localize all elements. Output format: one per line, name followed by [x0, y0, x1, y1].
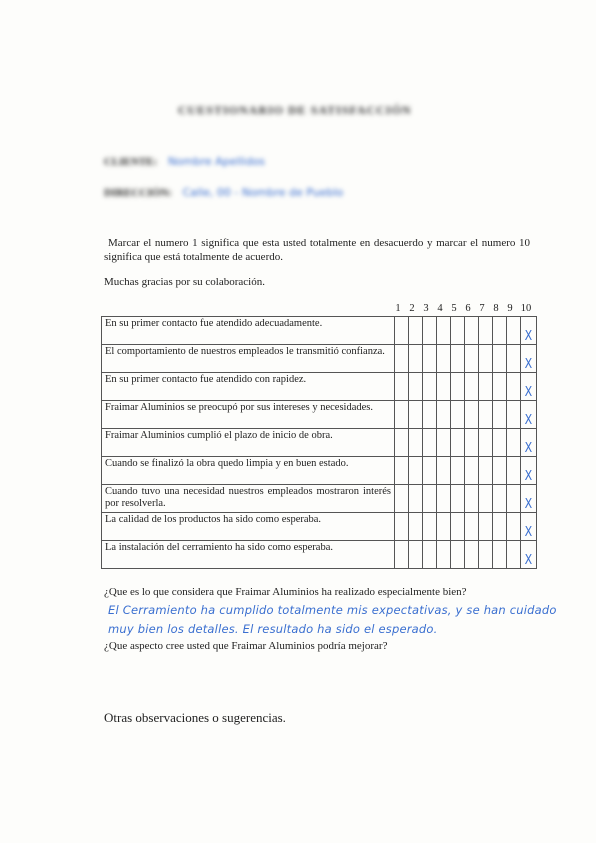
score-cell-2[interactable] [409, 429, 423, 457]
score-cell-2[interactable] [409, 457, 423, 485]
open-question-2: ¿Que aspecto cree usted que Fraimar Aluminios podría mejorar? [104, 640, 388, 652]
score-cell-1[interactable] [395, 429, 409, 457]
question-text: En su primer contacto fue atendido adecuadamente. [102, 317, 395, 345]
question-text: Fraimar Aluminios cumplió el plazo de inicio de obra. [102, 429, 395, 457]
address-label: DIRECCIÓN: [104, 187, 172, 199]
scale-8: 8 [493, 303, 499, 314]
score-cell-4[interactable] [437, 345, 451, 373]
document-title: CUESTIONARIO DE SATISFACCIÓN [178, 103, 412, 117]
question-text: La calidad de los productos ha sido como esperaba. [102, 513, 395, 541]
client-label: CLIENTE: [104, 156, 158, 168]
checkmark-x: X [524, 525, 533, 540]
score-cell-1[interactable] [395, 541, 409, 569]
score-cell-5[interactable] [451, 485, 465, 513]
score-cell-9[interactable] [507, 345, 521, 373]
score-cell-2[interactable] [409, 317, 423, 345]
scale-5: 5 [451, 303, 457, 314]
score-cell-5[interactable] [451, 513, 465, 541]
score-cell-8[interactable] [493, 345, 507, 373]
score-cell-3[interactable] [423, 345, 437, 373]
rating-table [101, 316, 537, 569]
table-row [102, 345, 537, 373]
score-cell-6[interactable] [465, 541, 479, 569]
score-cell-6[interactable] [465, 317, 479, 345]
table-row [102, 513, 537, 541]
table-row [102, 541, 537, 569]
score-cell-3[interactable] [423, 541, 437, 569]
score-cell-1[interactable] [395, 513, 409, 541]
score-cell-2[interactable] [409, 345, 423, 373]
score-cell-4[interactable] [437, 457, 451, 485]
score-cell-5[interactable] [451, 541, 465, 569]
thanks-text: Muchas gracias por su colaboración. [104, 276, 265, 288]
score-cell-9[interactable] [507, 541, 521, 569]
score-cell-5[interactable] [451, 317, 465, 345]
address-value: Calle, 00 - Nombre de Pueblo [182, 186, 344, 199]
score-cell-10[interactable] [521, 373, 537, 401]
score-cell-9[interactable] [507, 401, 521, 429]
open-question-1: ¿Que es lo que considera que Fraimar Aluminios ha realizado especialmente bien? [104, 586, 467, 598]
table-row [102, 457, 537, 485]
score-cell-7[interactable] [479, 429, 493, 457]
score-cell-1[interactable] [395, 373, 409, 401]
score-cell-3[interactable] [423, 457, 437, 485]
score-cell-10[interactable] [521, 541, 537, 569]
checkmark-x: X [524, 553, 533, 568]
address-field [104, 186, 343, 199]
score-cell-7[interactable] [479, 345, 493, 373]
score-cell-10[interactable] [521, 429, 537, 457]
score-cell-3[interactable] [423, 429, 437, 457]
score-cell-3[interactable] [423, 401, 437, 429]
score-cell-9[interactable] [507, 485, 521, 513]
score-cell-10[interactable] [521, 345, 537, 373]
score-cell-3[interactable] [423, 317, 437, 345]
question-text: Cuando tuvo una necesidad nuestros empleados mostraron interés por resolverla. [102, 485, 395, 513]
handwritten-answer-line-2: muy bien los detalles. El resultado ha sido el esperado. [108, 622, 438, 636]
score-cell-5[interactable] [451, 401, 465, 429]
question-text: La instalación del cerramiento ha sido como esperaba. [102, 541, 395, 569]
score-cell-10[interactable] [521, 457, 537, 485]
score-cell-2[interactable] [409, 541, 423, 569]
score-cell-3[interactable] [423, 513, 437, 541]
score-cell-1[interactable] [395, 345, 409, 373]
score-cell-9[interactable] [507, 429, 521, 457]
score-cell-2[interactable] [409, 513, 423, 541]
table-row [102, 401, 537, 429]
observations-heading: Otras observaciones o sugerencias. [104, 710, 286, 725]
checkmark-x: X [524, 385, 533, 400]
score-cell-4[interactable] [437, 541, 451, 569]
score-cell-6[interactable] [465, 513, 479, 541]
scale-7: 7 [479, 303, 485, 314]
score-cell-2[interactable] [409, 373, 423, 401]
question-text: El comportamiento de nuestros empleados le transmitió confianza. [102, 345, 395, 373]
score-cell-1[interactable] [395, 401, 409, 429]
score-cell-7[interactable] [479, 401, 493, 429]
question-text: En su primer contacto fue atendido con rapidez. [102, 373, 395, 401]
client-value: Nombre Apellidos [167, 155, 266, 168]
checkmark-x: X [524, 413, 533, 428]
score-cell-9[interactable] [507, 457, 521, 485]
score-cell-7[interactable] [479, 317, 493, 345]
score-cell-4[interactable] [437, 429, 451, 457]
scale-6: 6 [465, 303, 471, 314]
intro-text: Marcar el numero 1 significa que esta usted totalmente en desacuerdo y marcar el numero 10 significa que está totalmente de acuerdo. [104, 237, 530, 263]
score-cell-5[interactable] [451, 373, 465, 401]
score-cell-10[interactable] [521, 317, 537, 345]
score-cell-4[interactable] [437, 317, 451, 345]
score-cell-8[interactable] [493, 373, 507, 401]
score-cell-4[interactable] [437, 485, 451, 513]
score-cell-10[interactable] [521, 513, 537, 541]
score-cell-1[interactable] [395, 485, 409, 513]
score-cell-8[interactable] [493, 317, 507, 345]
score-cell-6[interactable] [465, 345, 479, 373]
score-cell-7[interactable] [479, 373, 493, 401]
score-cell-6[interactable] [465, 401, 479, 429]
score-cell-8[interactable] [493, 513, 507, 541]
table-row [102, 485, 537, 513]
score-cell-4[interactable] [437, 513, 451, 541]
score-cell-7[interactable] [479, 457, 493, 485]
checkmark-x: X [524, 329, 533, 344]
score-cell-8[interactable] [493, 485, 507, 513]
scale-9: 9 [507, 303, 513, 314]
score-cell-7[interactable] [479, 513, 493, 541]
scale-4: 4 [437, 303, 443, 314]
score-cell-9[interactable] [507, 373, 521, 401]
score-cell-5[interactable] [451, 429, 465, 457]
handwritten-answer-line-1: El Cerramiento ha cumplido totalmente mis expectativas, y se han cuidado [108, 603, 557, 617]
score-cell-8[interactable] [493, 541, 507, 569]
scale-2: 2 [409, 303, 415, 314]
score-cell-1[interactable] [395, 317, 409, 345]
score-cell-6[interactable] [465, 429, 479, 457]
table-row [102, 429, 537, 457]
scale-10: 10 [520, 303, 532, 314]
score-cell-2[interactable] [409, 485, 423, 513]
score-cell-2[interactable] [409, 401, 423, 429]
score-cell-6[interactable] [465, 373, 479, 401]
score-cell-10[interactable] [521, 485, 537, 513]
score-cell-6[interactable] [465, 485, 479, 513]
score-cell-9[interactable] [507, 317, 521, 345]
score-cell-4[interactable] [437, 373, 451, 401]
score-cell-6[interactable] [465, 457, 479, 485]
score-cell-5[interactable] [451, 345, 465, 373]
score-cell-8[interactable] [493, 429, 507, 457]
scale-1: 1 [395, 303, 401, 314]
question-text: Fraimar Aluminios se preocupó por sus intereses y necesidades. [102, 401, 395, 429]
score-cell-4[interactable] [437, 401, 451, 429]
checkmark-x: X [524, 469, 533, 484]
checkmark-x: X [524, 441, 533, 456]
checkmark-x: X [524, 497, 533, 512]
score-cell-7[interactable] [479, 485, 493, 513]
score-cell-3[interactable] [423, 373, 437, 401]
question-text: Cuando se finalizó la obra quedo limpia y en buen estado. [102, 457, 395, 485]
client-field [104, 155, 265, 168]
score-cell-5[interactable] [451, 457, 465, 485]
scale-3: 3 [423, 303, 429, 314]
score-cell-3[interactable] [423, 485, 437, 513]
score-cell-8[interactable] [493, 457, 507, 485]
score-cell-7[interactable] [479, 541, 493, 569]
score-cell-8[interactable] [493, 401, 507, 429]
score-cell-1[interactable] [395, 457, 409, 485]
table-row [102, 373, 537, 401]
score-cell-10[interactable] [521, 401, 537, 429]
checkmark-x: X [524, 357, 533, 372]
score-cell-9[interactable] [507, 513, 521, 541]
table-row [102, 317, 537, 345]
